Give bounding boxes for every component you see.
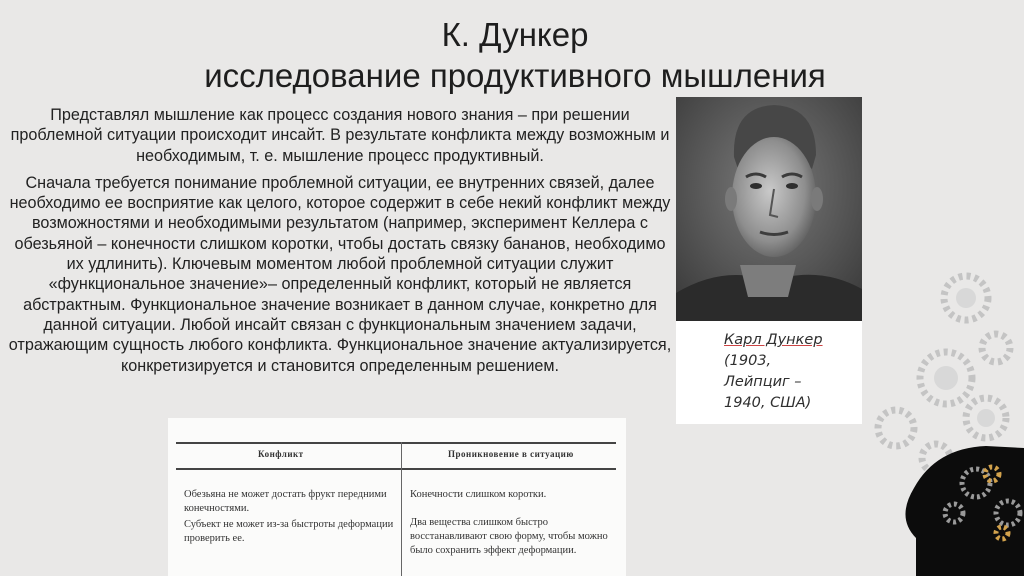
table-header-rule bbox=[176, 468, 616, 470]
caption-place: Лейпциг – bbox=[724, 374, 802, 390]
title-line-1: К. Дункер bbox=[441, 16, 589, 53]
table-header-insight: Проникновение в ситуацию bbox=[448, 449, 574, 459]
scanned-table bbox=[168, 418, 626, 576]
body-text bbox=[4, 105, 676, 376]
portrait-caption bbox=[724, 330, 854, 414]
head-gears-illustration bbox=[836, 268, 1024, 576]
table-top-rule bbox=[176, 442, 616, 444]
paragraph-2: Сначала требуется понимание проблемной ситуации, ее внутренних связей, далее необходимо ее восприятие как целого, которое содержит в себе некий конфликт между возможностями и необходимыми результатом (например, эксперимент Келлера с обезьяной – конечности слишком коротки, чтобы достать связку бананов, необходимо их удлинить). Ключевым моментом любой проблемной ситуации служит «функциональное значение»– определенный конфликт, который не является абстрактным. Функциональное значение возникает в данном случае, конкретно для данной ситуации. Любой инсайт связан с функциональным значением задачи, отражающим сущность любого конфликта. Функциональное значение актуализируется, конкретизируется и становится определенным решением. bbox=[8, 173, 672, 375]
slide-title bbox=[150, 14, 880, 96]
table-cell-insight-2: Два вещества слишком быстро восстанавливают свою форму, чтобы можно было сохранить эффект деформации. bbox=[410, 517, 608, 556]
caption-birth: (1903, bbox=[724, 353, 772, 369]
table-cell-insight-1: Конечности слишком коротки. bbox=[410, 489, 547, 500]
table-cell-conflict-1: Обезьяна не может достать фрукт передними конечностями. bbox=[184, 489, 387, 514]
portrait-card bbox=[676, 97, 862, 424]
caption-name: Карл Дункер bbox=[724, 332, 823, 348]
paragraph-1: Представлял мышление как процесс создания нового знания – при решении проблемной ситуации происходит инсайт. В результате конфликта между возможным и необходимым, т. е. мышление процесс продуктивный. bbox=[10, 106, 670, 165]
caption-death: 1940, США) bbox=[724, 395, 812, 411]
title-line-2: исследование продуктивного мышления bbox=[204, 57, 826, 94]
table-header-conflict: Конфликт bbox=[258, 449, 304, 459]
portrait-photo bbox=[676, 97, 862, 321]
table-cell-conflict-2: Субъект не может из-за быстроты деформации проверить ее. bbox=[184, 519, 394, 544]
table-column-divider bbox=[401, 442, 402, 576]
